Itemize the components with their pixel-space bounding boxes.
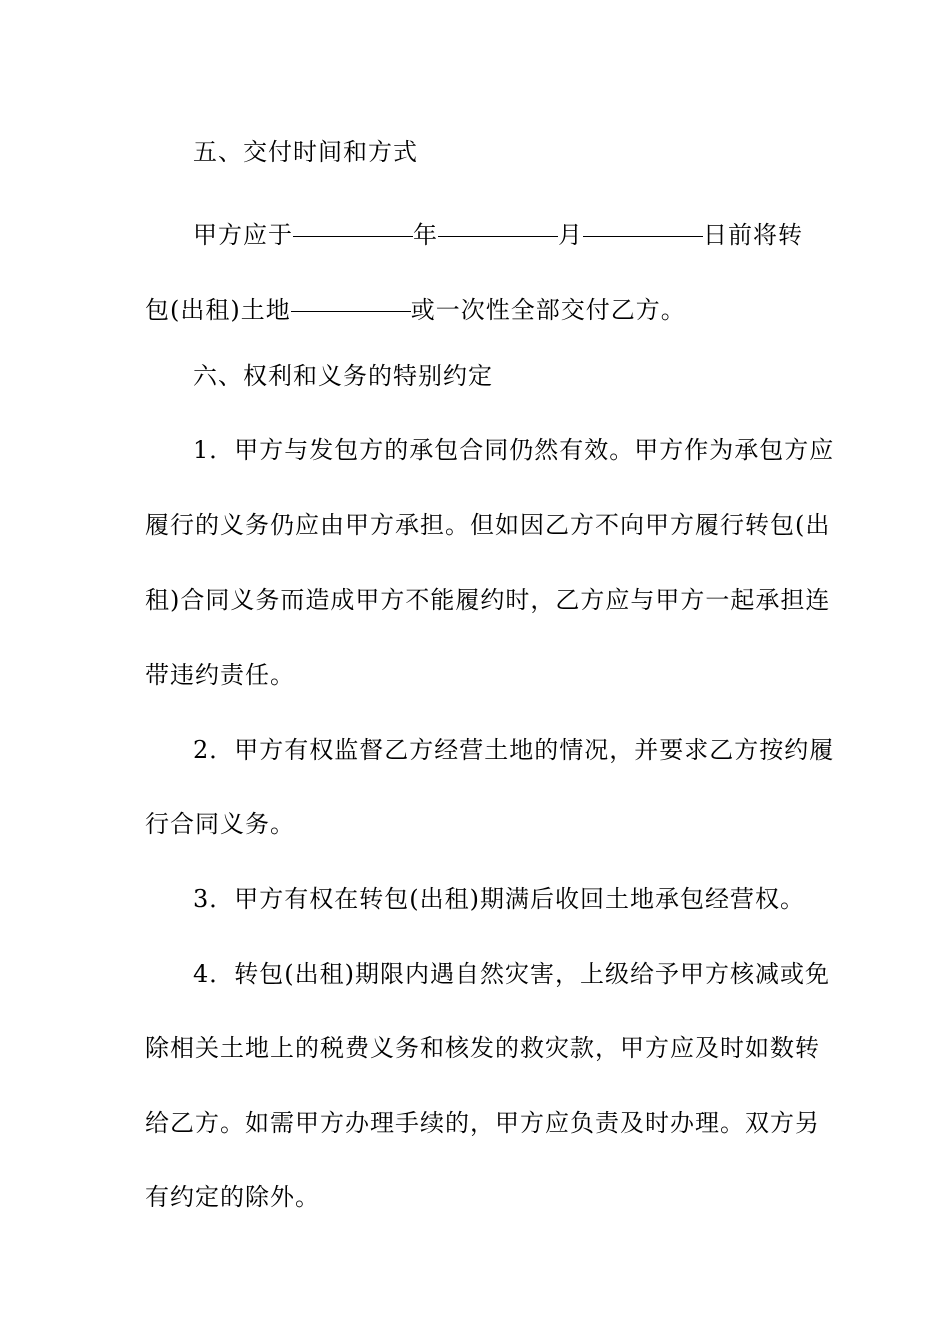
text-segment: 年	[413, 221, 438, 249]
text-segment: 4．转包(出租)期限内遇自然灾害，上级给予甲方核减或免	[193, 960, 830, 988]
text-segment: 行合同义务。	[145, 810, 295, 838]
paragraph-line	[145, 655, 815, 695]
paragraph-line	[193, 730, 863, 770]
text-segment: 有约定的除外。	[145, 1183, 320, 1211]
text-segment: 包(出租)土地	[145, 296, 291, 324]
text-segment: 3．甲方有权在转包(出租)期满后收回土地承包经营权。	[193, 885, 805, 913]
blank-year-field[interactable]	[293, 206, 413, 237]
text-segment: 2．甲方有权监督乙方经营土地的情况，并要求乙方按约履	[193, 736, 835, 764]
heading-text: 五、交付时间和方式	[193, 138, 418, 166]
text-segment: 日前将转	[703, 221, 803, 249]
paragraph-line	[145, 1177, 815, 1217]
text-segment: 履行的义务仍应由甲方承担。但如因乙方不向甲方履行转包(出	[145, 511, 831, 539]
text-segment: 月	[558, 221, 583, 249]
paragraph-line	[145, 580, 831, 620]
text-segment: 租)合同义务而造成甲方不能履约时，乙方应与甲方一起承担连	[145, 586, 831, 614]
blank-month-field[interactable]	[438, 206, 558, 237]
section-heading-six	[193, 356, 863, 396]
paragraph-line	[193, 430, 863, 470]
paragraph-line	[193, 954, 863, 994]
heading-text: 六、权利和义务的特别约定	[193, 362, 493, 390]
paragraph-line	[145, 1103, 820, 1143]
section-heading-five	[193, 132, 863, 172]
text-segment: 甲方应于	[193, 221, 293, 249]
paragraph-line	[145, 281, 815, 324]
paragraph-line	[145, 505, 831, 545]
text-segment: 除相关土地上的税费义务和核发的救灾款，甲方应及时如数转	[145, 1034, 820, 1062]
text-segment: 或一次性全部交付乙方。	[410, 296, 686, 324]
blank-land-field[interactable]	[291, 281, 411, 312]
text-segment: 给乙方。如需甲方办理手续的，甲方应负责及时办理。双方另	[145, 1109, 820, 1137]
paragraph-line	[145, 1028, 820, 1068]
text-segment: 1．甲方与发包方的承包合同仍然有效。甲方作为承包方应	[193, 436, 835, 464]
paragraph-line	[145, 804, 815, 844]
paragraph-line	[193, 206, 863, 249]
blank-day-field[interactable]	[583, 206, 703, 237]
paragraph-line	[193, 879, 863, 919]
text-segment: 带违约责任。	[145, 661, 295, 689]
